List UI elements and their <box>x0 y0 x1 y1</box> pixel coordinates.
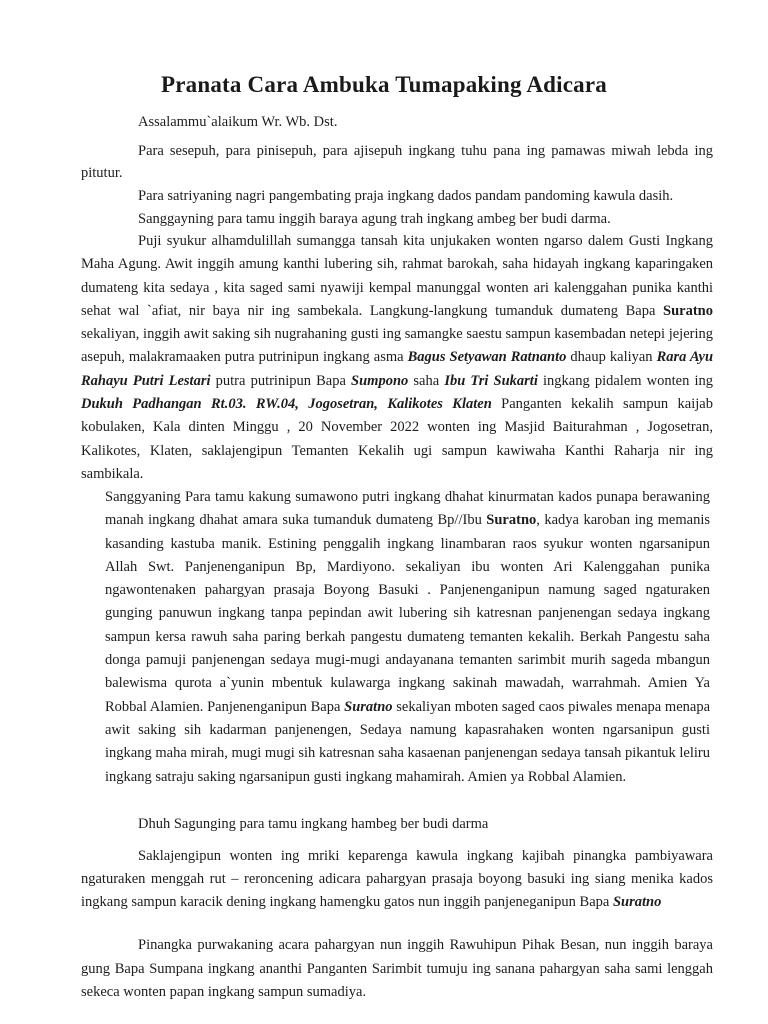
paragraph-sanggayning: Sanggayning para tamu inggih baraya agung trah ingkang ambeg ber budi darma. <box>138 211 611 227</box>
document-title: Pranata Cara Ambuka Tumapaking Adicara <box>161 72 607 97</box>
address: Dukuh Padhangan Rt.03. RW.04, Jogosetran, Kalikotes Klaten <box>81 396 492 413</box>
name-suratno-4: Suratno <box>612 894 662 910</box>
name-suratno: Suratno <box>663 302 713 319</box>
paragraph-dhuh: Dhuh Sagunging para tamu ingkang hambeg ber budi darma <box>138 816 489 832</box>
name-bride: Rara Ayu Rahayu Putri Lestari <box>81 349 714 389</box>
name-sumpono: Sumpono <box>351 372 409 389</box>
paragraph-pinangka: Pinangka purwakaning acara pahargyan nun inggih Rawuhipun Pihak Besan, nun inggih baraya gung Bapa Sumpana ingkang ananthi Panganten Sarimbit tumuju ing sanana pahargyan saha sami lenggah sekeca wonten papan ingkang sampun sumadiya. <box>81 937 713 1000</box>
paragraph-satriyaning: Para satriyaning nagri pangembating praja ingkang dados pandam pandoming kawula dasih. <box>138 188 674 204</box>
name-suratno-3: Suratno <box>344 698 393 715</box>
name-suratno-2: Suratno <box>486 512 537 529</box>
paragraph-saklajengipun: Saklajengipun wonten ing mriki keparenga kawula ingkang kajibah pinangka pambiyawara ngaturaken menggah rut – reroncening adicara pahargyan prasaja boyong basuki ing siang menika kados ingkang sampun karacik dening ingkang hamengku gatos nun inggih panjeneganipun Bapa Suratno <box>81 848 713 910</box>
greeting: Assalammu`alaikum Wr. Wb. Dst. <box>138 114 338 130</box>
paragraph-sesepuh: Para sesepuh, para pinisepuh, para ajisepuh ingkang tuhu pana ing pamawas miwah lebda ing pitutur. <box>81 143 713 181</box>
name-ibu: Ibu Tri Sukarti <box>444 372 538 389</box>
paragraph-sanggyaning: Sanggyaning Para tamu kakung sumawono putri ingkang dhahat kinurmatan kados punapa berawaning manah ingkang dhahat amara suka tumanduk dumateng Bp//Ibu Suratno, kadya karoban ing memanis kasanding kastuba manik. Estining penggalih ingkang linambaran raos syukur wonten ngarsanipun Allah Swt. Panjenenganipun Bp, Mardiyono. sekaliyan ibu wonten Ari Kalenggahan punika ngawontenaken pahargyan prasaja Boyong Basuki . Panjenenganipun namung saged ngaturaken gunging panuwun ingkang tanpa pepindan awit lubering sih katresnan panjenengan sedaya ingkang sampun kersa rawuh saha paring berkah pangestu dumateng temanten kekalih. Berkah Pangestu saha donga pamuji panjenengan sedaya mugi-mugi andayanana temanten sarimbit murih sageda mbangun balewisma qurota a`yunin mbentuk kulawarga ingkang sakinah mawadah, warrahmah. Amien Ya Robbal Alamien. Panjenenganipun Bapa Suratno sekaliyan mboten saged caos piwales menapa menapa awit saking sih kadarman panjenengen, Sedaya namung kapasrahaken wonten ngarsanipun gusti ingkang maha mirah, mugi mugi sih katresnan saha kasaenan panjenengan sedaya tansah pikantuk leliru ingkang satraju saking ngarsanipun gusti ingkang mahamirah. Amien ya Robbal Alamien. <box>105 489 711 785</box>
paragraph-puji-syukur: Puji syukur alhamdulillah sumangga tansah kita unjukaken wonten ngarso dalem Gusti Ingkang Maha Agung. Awit inggih amung kanthi lubering sih, rahmat barokah, saha hidayah ingkang kaparingaken dumateng kita sedaya , kita saged sami nyawiji kempal manunggal wonten ari kalenggahan punika kanthi sehat wal `afiat, nir baya nir ing sambekala. Langkung-langkung tumanduk dumateng Bapa Suratno sekaliyan, inggih awit saking sih nugrahaning gusti ing samangke saestu sampun kasembadan netepi jejering asepuh, malakramaaken putra putrinipun ingkang asma Bagus Setyawan Ratnanto dhaup kaliyan Rara Ayu Rahayu Putri Lestari putra putrinipun Bapa Sumpono saha Ibu Tri Sukarti ingkang pidalem wonten ing Dukuh Padhangan Rt.03. RW.04, Jogosetran, Kalikotes Klaten Panganten kekalih sampun kaijab kobulaken, Kala dinten Minggu , 20 November 2022 wonten ing Masjid Baiturahman , Jogosetran, Kalikotes, Klaten, saklajengipun Temanten Kekalih ugi sampun kawiwaha Kanthi Raharja nir ing sambikala. <box>81 233 714 482</box>
name-groom: Bagus Setyawan Ratnanto <box>407 349 567 366</box>
